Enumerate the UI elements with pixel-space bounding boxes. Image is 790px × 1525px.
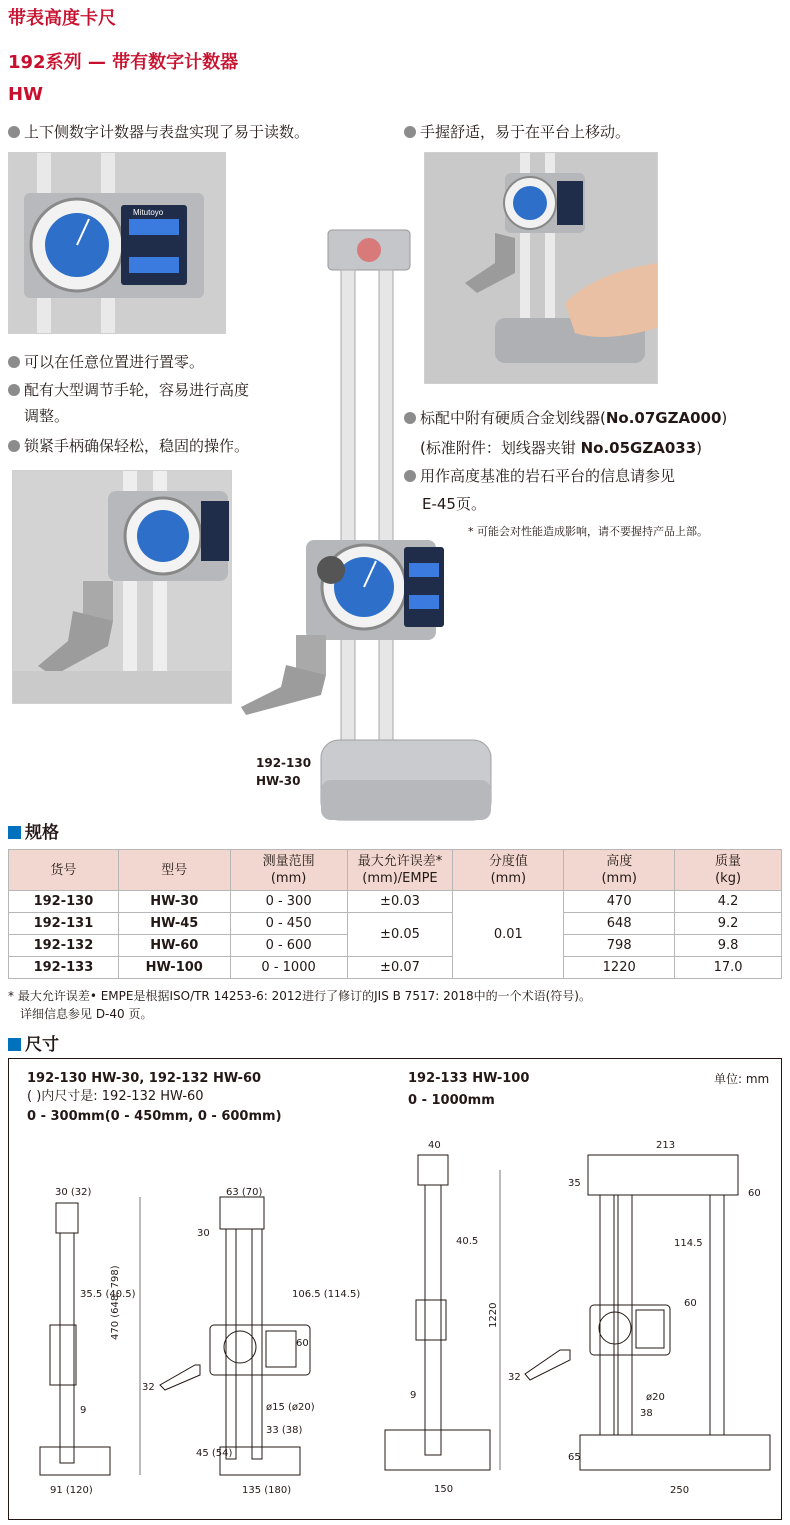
bullet-icon	[8, 384, 20, 396]
section-square-icon	[8, 1038, 21, 1051]
dims-section-title: 尺寸	[8, 1030, 59, 1055]
col-header-resolution: 分度值 (mm)	[453, 850, 564, 891]
spec-section-title: 规格	[8, 818, 59, 843]
product-model: HW-30	[256, 774, 301, 788]
bullet-icon	[404, 412, 416, 424]
section-square-icon	[8, 826, 21, 839]
feature-handwheel: 配有大型调节手轮，容易进行高度	[8, 378, 249, 402]
brand-label: Mitutoyo	[133, 208, 164, 217]
main-photo-label	[256, 754, 311, 790]
photo-main-product	[236, 225, 496, 830]
table-row: 192-130 HW-30 0 - 300 ±0.03 0.01 470 4.2	[9, 891, 782, 913]
photo-scriber-closeup	[12, 470, 232, 704]
feature-grip: 手握舒适，易于在平台上移动。	[404, 120, 630, 144]
feature-lock-handle: 锁紧手柄确保轻松，稳固的操作。	[8, 434, 249, 458]
drawing-left	[20, 1175, 360, 1515]
col-header-code: 货号	[9, 850, 119, 891]
spec-note-ref: 详细信息参见 D-40 页。	[20, 1007, 153, 1021]
spec-table	[8, 849, 782, 979]
bullet-icon	[8, 356, 20, 368]
resolution-cell: 0.01	[453, 891, 564, 979]
page-title: 带表高度卡尺	[8, 8, 116, 29]
feature-zero-set: 可以在任意位置进行置零。	[8, 350, 204, 374]
col-header-height: 高度 (mm)	[564, 850, 675, 891]
bullet-icon	[8, 126, 20, 138]
spec-header-row	[9, 850, 782, 891]
table-row: 192-132 HW-60 0 - 600 798 9.8	[9, 935, 782, 957]
feature-scriber: 标配中附有硬质合金划线器(No.07GZA000)	[404, 406, 727, 430]
series-title: 192系列 — 带有数字计数器	[8, 52, 239, 73]
col-header-model: 型号	[118, 850, 230, 891]
dims-left-range: 0 - 300mm(0 - 450mm, 0 - 600mm)	[27, 1109, 282, 1124]
feature-granite-page: E-45页。	[422, 495, 486, 513]
col-header-range: 测量范围 (mm)	[230, 850, 347, 891]
dims-left-heading: 192-130 HW-30, 192-132 HW-60	[27, 1071, 262, 1086]
col-header-error: 最大允许误差* (mm)/EMPE	[347, 850, 453, 891]
table-row: 192-131 HW-45 0 - 450 ±0.05 648 9.2	[9, 913, 782, 935]
table-row: 192-133 HW-100 0 - 1000 ±0.07 1220 17.0	[9, 957, 782, 979]
feature-warning: * 可能会对性能造成影响，请不要握持产品上部。	[468, 525, 708, 538]
photo-dial-closeup	[8, 152, 226, 334]
model-title: HW	[8, 84, 43, 105]
product-code: 192-130	[256, 756, 312, 770]
feature-clamp: (标准附件：划线器夹钳 No.05GZA033)	[420, 439, 703, 457]
spec-note: * 最大允许误差• EMPE是根据ISO/TR 14253-6: 2012进行了修订的JIS B 7517: 2018中的一个术语(符号)。	[8, 989, 591, 1003]
feature-readout: 上下侧数字计数器与表盘实现了易于读数。	[8, 120, 309, 144]
dims-right-heading: 192-133 HW-100	[408, 1071, 530, 1086]
dims-right-range: 0 - 1000mm	[408, 1093, 495, 1108]
feature-handwheel-cont: 调整。	[24, 407, 70, 425]
feature-granite: 用作高度基准的岩石平台的信息请参见	[404, 464, 675, 488]
dims-left-note: ( )内尺寸是: 192-132 HW-60	[27, 1089, 204, 1104]
bullet-icon	[404, 470, 416, 482]
col-header-mass: 质量 (kg)	[675, 850, 782, 891]
bullet-icon	[8, 440, 20, 452]
dims-unit: 单位: mm	[714, 1072, 770, 1086]
bullet-icon	[404, 126, 416, 138]
